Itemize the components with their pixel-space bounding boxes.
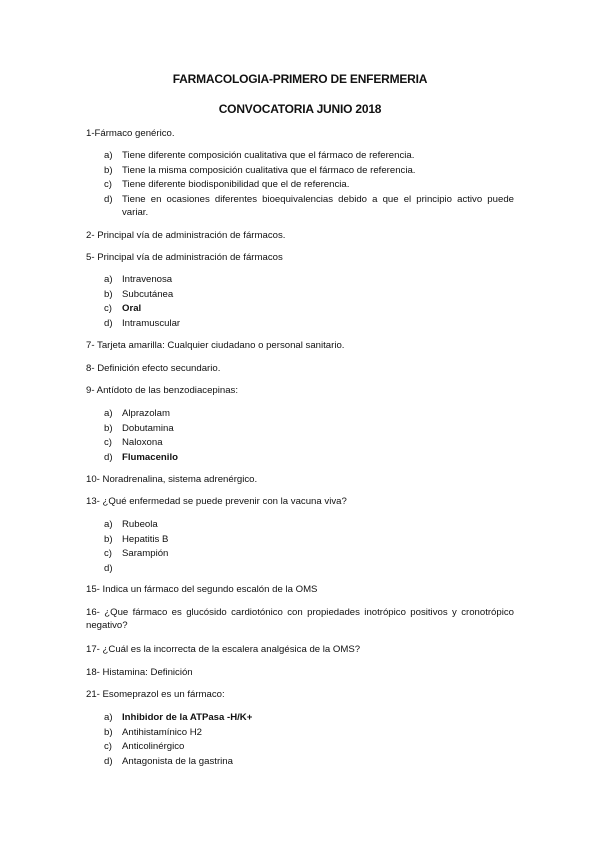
question-9: 9- Antídoto de las benzodiacepinas: (86, 385, 239, 396)
option-a: a) Tiene diferente composición cualitativa que el fármaco de referencia. (104, 150, 415, 161)
question-21-options (104, 711, 514, 769)
option-b: b) Dobutamina (104, 422, 174, 434)
option-d: d) Tiene en ocasiones diferentes bioequivalencias debido a que el principio activo puede variar. (104, 193, 514, 218)
option-d: d) Intramuscular (104, 317, 181, 329)
option-a: a) Intravenosa (104, 274, 173, 285)
question-13-options (104, 518, 514, 576)
document-title: FARMACOLOGIA-PRIMERO DE ENFERMERIA (172, 72, 428, 86)
question-9-options (104, 407, 514, 465)
option-a: a) Alprazolam (104, 408, 170, 419)
option-b: b) Subcutánea (104, 288, 174, 300)
option-d: d) (104, 562, 113, 574)
question-1: 1-Fármaco genérico. (86, 128, 175, 139)
option-c: c) Sarampión (104, 548, 169, 559)
question-10: 10- Noradrenalina, sistema adrenérgico. (86, 474, 258, 485)
option-c: c) Oral (104, 303, 142, 314)
option-c: c) Tiene diferente biodisponibilidad que el de referencia. (104, 179, 350, 190)
question-17: 17- ¿Cuál es la incorrecta de la escalera analgésica de la OMS? (86, 644, 361, 655)
question-5-options (104, 273, 514, 331)
question-5: 5- Principal vía de administración de fármacos (86, 252, 283, 263)
question-2: 2- Principal vía de administración de fármacos. (86, 230, 286, 241)
question-7: 7- Tarjeta amarilla: Cualquier ciudadano o personal sanitario. (86, 340, 345, 351)
option-b: b) Antihistamínico H2 (104, 726, 202, 738)
question-15: 15- Indica un fármaco del segundo escalón de la OMS (86, 584, 318, 595)
option-d: d) Flumacenilo (104, 451, 178, 463)
question-16: 16- ¿Que fármaco es glucósido cardiotónico con propiedades inotrópico positivos y cronotrópico negativo? (86, 607, 514, 631)
question-8: 8- Definición efecto secundario. (86, 363, 221, 374)
option-b: b) Tiene la misma composición cualitativa que el fármaco de referencia. (104, 164, 416, 176)
question-1-options (104, 149, 514, 221)
question-13: 13- ¿Qué enfermedad se puede prevenir con la vacuna viva? (86, 496, 347, 507)
question-21: 21- Esomeprazol es un fármaco: (86, 689, 225, 700)
option-a: a) Inhibidor de la ATPasa -H/K+ (104, 712, 253, 723)
option-a: a) Rubeola (104, 519, 158, 530)
option-c: c) Naloxona (104, 437, 163, 448)
option-b: b) Hepatitis B (104, 533, 169, 545)
option-d: d) Antagonista de la gastrina (104, 755, 233, 767)
document-subtitle: CONVOCATORIA JUNIO 2018 (218, 102, 382, 116)
option-c: c) Anticolinérgico (104, 741, 185, 752)
question-18: 18- Histamina: Definición (86, 667, 193, 678)
